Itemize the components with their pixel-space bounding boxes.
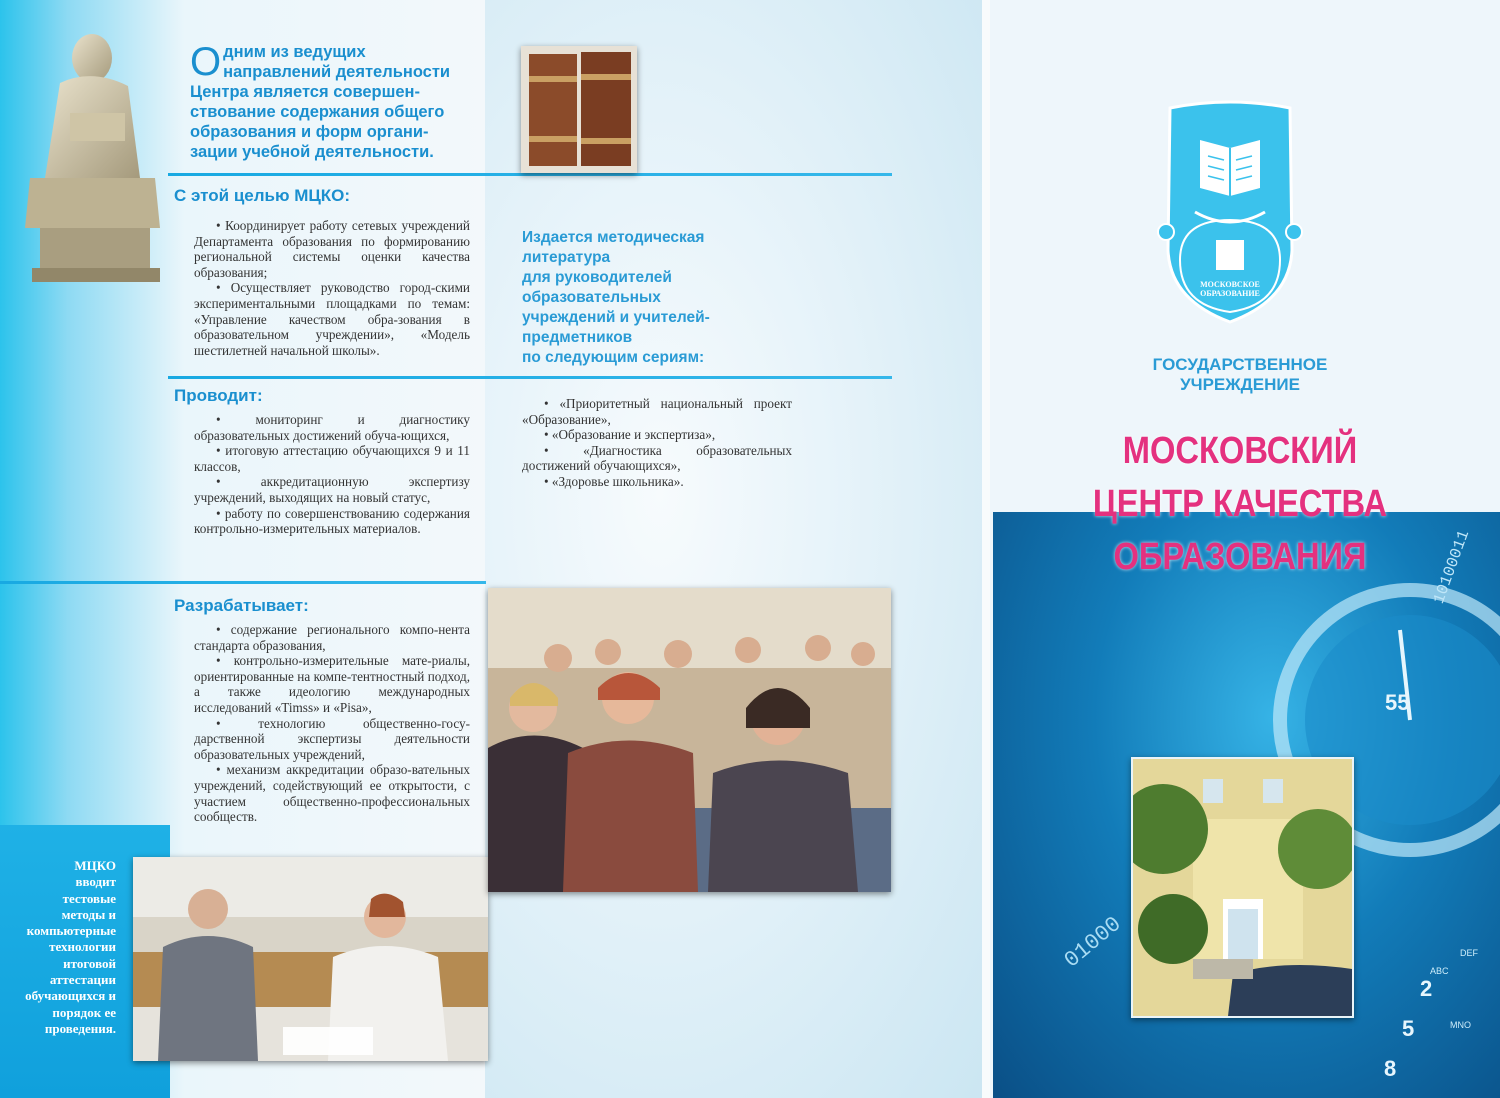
- list-item: • «Приоритетный национальный проект «Образование»,: [522, 396, 792, 427]
- audience-photo: [488, 588, 891, 892]
- list-item: • технологию общественно-госу-дарственной экспертизы деятельности образовательных учреждений,: [194, 715, 470, 762]
- lead-paragraph: [190, 42, 470, 162]
- list-item: • аккредитационную экспертизу учреждений, выходящих на новый статус,: [194, 474, 470, 505]
- books-photo: [521, 46, 637, 173]
- list-item: • Координирует работу сетевых учреждений Департамента образования по формированию региональной системы оценки качества образования;: [194, 218, 470, 280]
- key-mno: MNO: [1450, 1020, 1471, 1030]
- divider-3: [0, 581, 486, 584]
- statue-image: [10, 28, 170, 286]
- list-item: • мониторинг и диагностику образовательных достижений обуча-ющихся,: [194, 412, 470, 443]
- list-item: • «Здоровье школьника».: [544, 473, 684, 489]
- section1-heading: С этой целью МЦКО:: [174, 186, 351, 205]
- key-abc: ABC: [1430, 966, 1449, 976]
- emblem: [1140, 100, 1320, 325]
- list-item: • «Диагностика образовательных достижений обучающихся»,: [522, 442, 792, 474]
- series-list: [522, 396, 792, 490]
- list-item: • контрольно-измерительные мате-риалы, ориентированные на компе-тентностный подход, а также идеологию международных исследований «Timss» и «Pisa»,: [194, 653, 470, 715]
- list-item: • содержание регионального компо-нента стандарта образования,: [194, 622, 470, 653]
- section2-heading: Проводит:: [174, 386, 263, 405]
- emblem-ring-text: МОСКОВСКОЕ ОБРАЗОВАНИЕ: [1200, 280, 1260, 298]
- key-2: 2: [1420, 976, 1433, 1001]
- section1-list: [194, 218, 470, 358]
- cover-title: МОСКОВСКИЙ ЦЕНТР КАЧЕСТВА ОБРАЗОВАНИЯ: [1092, 430, 1388, 578]
- list-item: • механизм аккредитации образо-вательных учреждений, содействующий ее открытости, с участием общественно-профессиональных сообществ.: [194, 762, 470, 825]
- cover-subtitle: ГОСУДАРСТВЕННОЕ УЧРЕЖДЕНИЕ: [1152, 355, 1328, 394]
- key-def: DEF: [1460, 948, 1478, 958]
- stopwatch-number: 55: [1385, 690, 1410, 715]
- lead-text: дним из ведущих направлений деятельности Центра является совершен-ствование содержания общего образования и форм органи-зации учебной деятельности.: [190, 43, 451, 161]
- building-photo: [1131, 757, 1354, 1018]
- list-item: • Осуществляет руководство город-скими экспериментальными площадками по темам: «Управление качеством обра-зования в образовательном учреждении», «Модель шестилетней начальной школы».: [194, 280, 470, 358]
- section2-list: [194, 412, 470, 537]
- binary-text-lower: 01000: [1059, 911, 1127, 974]
- lead-dropcap: О: [190, 40, 222, 84]
- list-item: • итоговую аттестацию обучающихся 9 и 11 классов,: [194, 443, 470, 474]
- divider-2: [168, 376, 892, 379]
- key-5: 5: [1402, 1016, 1415, 1041]
- list-item: • работу по совершенствованию содержания контрольно-измерительных материалов.: [194, 505, 470, 537]
- keypad-graphic: [1360, 940, 1490, 1090]
- meeting-photo: [133, 857, 488, 1061]
- section3-list: [194, 622, 470, 825]
- section3-heading: Разрабатывает:: [174, 596, 309, 615]
- binary-text: 10100011: [1430, 527, 1474, 607]
- list-item: • «Образование и экспертиза»,: [544, 427, 716, 443]
- divider-1: [168, 173, 892, 176]
- publishing-heading: Издается методическая литература для руководителей образовательных учреждений и учителей- предметников по следующим сериям:: [522, 229, 710, 366]
- key-8: 8: [1384, 1056, 1397, 1081]
- sidebar-caption: МЦКО вводит тестовые методы и компьютерные технологии итоговой аттестации обучающихся и порядок ее проведения.: [25, 858, 116, 1036]
